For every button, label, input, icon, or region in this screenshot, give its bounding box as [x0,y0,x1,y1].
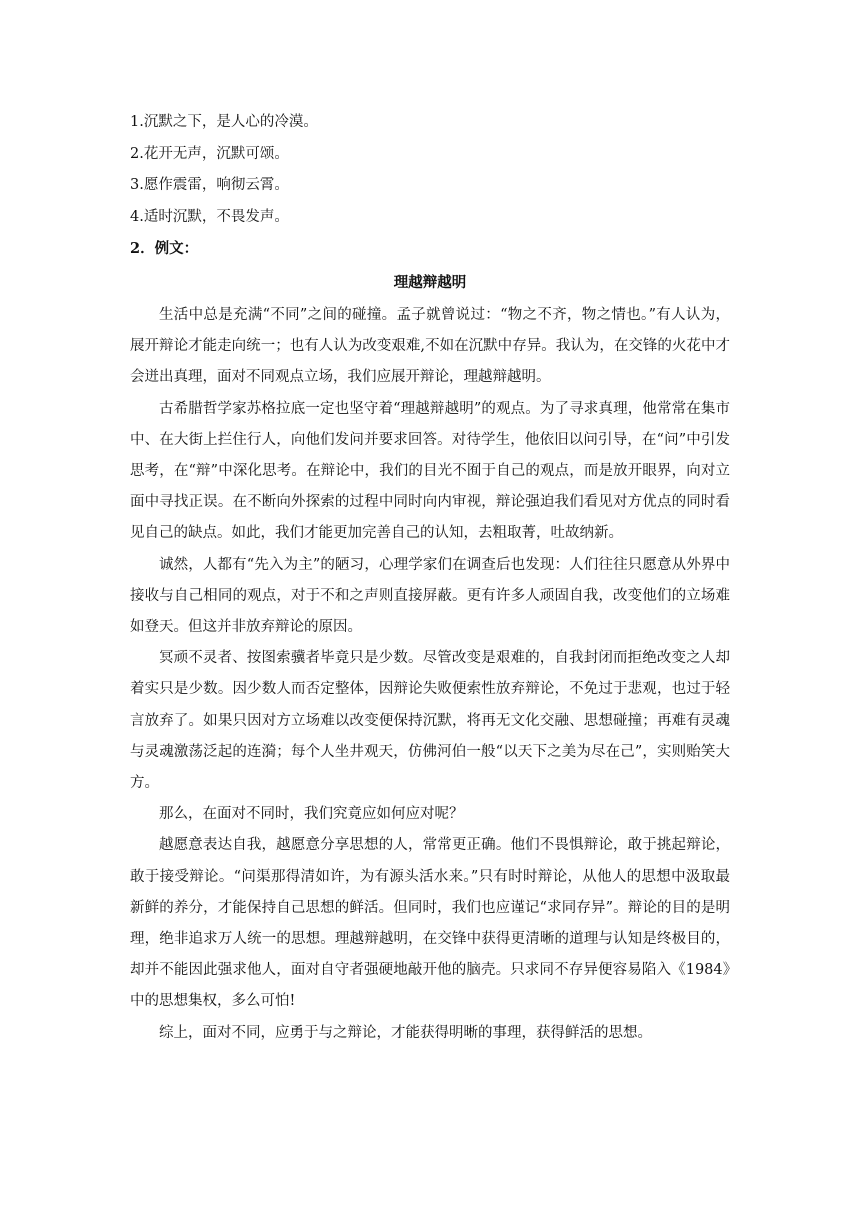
list-item: 2.花开无声，沉默可颂。 [130,145,289,162]
list-item: 3.愿作震雷，响彻云霄。 [130,177,289,193]
essay-paragraph: 综上，面对不同，应勇于与之辩论，才能获得明晰的事理，获得鲜活的思想。 [159,1024,652,1041]
prompt-list [130,107,730,233]
essay-paragraph: 诚然，人都有“先入为主”的陋习，心理学家们在调查后也发现：人们往往只愿意从外界中接收与自己相同的观点，对于不和之声则直接屏蔽。更有许多人顽固自我，改变他们的立场难如登天。但这并非放弃辩论的原因。 [130,556,730,636]
essay-paragraph: 古希腊哲学家苏格拉底一定也坚守着“理越辩越明”的观点。为了寻求真理，他常常在集市中、在大街上拦住行人，向他们发问并要求回答。对待学生，他依旧以问引导，在“问”中引发思考，在“辩”中深化思考。在辩论中，我们的目光不囿于自己的观点，而是放开眼界，向对立面中寻找正误。在不断向外探索的过程中同时向内审视，辩论强迫我们看见对方优点的同时看见自己的缺点。如此，我们才能更加完善自己的认知，去粗取菁，吐故纳新。 [130,400,730,542]
essay-paragraph: 生活中总是充满“不同”之间的碰撞。孟子就曾说过：“物之不齐，物之情也。”有人认为，展开辩论才能走向统一；也有人认为改变艰难,不如在沉默中存异。我认为，在交锋的火花中才会迸出真理，面对不同观点立场，我们应展开辩论，理越辩越明。 [130,307,730,386]
list-item: 4.适时沉默，不畏发声。 [130,208,289,225]
essay-paragraph: 那么，在面对不同时，我们究竟应如何应对呢？ [159,806,464,823]
list-item: 1.沉默之下，是人心的冷漠。 [130,114,318,130]
essay-body [130,300,730,1049]
essay-paragraph: 冥顽不灵者、按图索骥者毕竟只是少数。尽管改变是艰难的，自我封闭而拒绝改变之人却着实只是少数。因少数人而否定整体，因辩论失败便索性放弃辩论，不免过于悲观，也过于轻言放弃了。如果只因对方立场难以改变便保持沉默，将再无文化交融、思想碰撞；再难有灵魂与灵魂激荡泛起的连漪；每个人坐井观天，仿佛河伯一般“以天下之美为尽在己”，实则贻笑大方。 [130,650,730,792]
section-heading: 2．例文： [130,240,199,257]
document-page [130,107,730,1049]
essay-paragraph: 越愿意表达自我，越愿意分享思想的人，常常更正确。他们不畏惧辩论，敢于挑起辩论，敢于接受辩论。“问渠那得清如许，为有源头活水来。”只有时时辩论，从他人的思想中汲取最新鲜的养分，才能保持自己思想的鲜活。但同时，我们也应谨记“求同存异”。辩论的目的是明理，绝非追求万人统一的思想。理越辩越明，在交锋中获得更清晰的道理与认知是终极目的，却并不能因此强求他人，面对自守者强硬地敲开他的脑壳。只求同不存异便容易陷入《1984》中的思想集权，多么可怕! [130,837,730,1010]
essay-title: 理越辩越明 [393,273,467,291]
